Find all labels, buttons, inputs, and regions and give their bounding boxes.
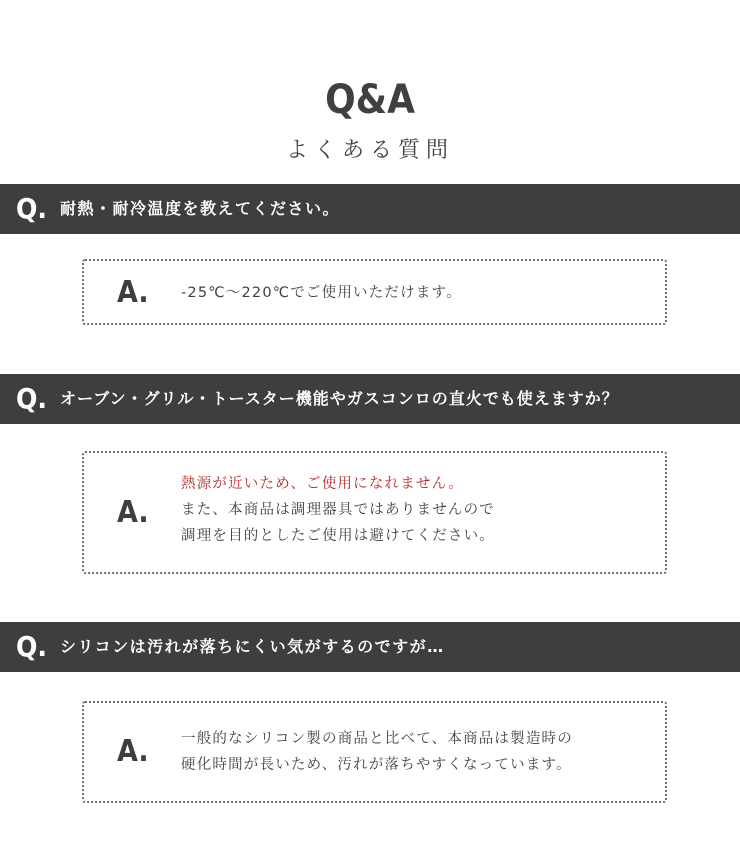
question-mark: Q.: [16, 382, 48, 415]
answer-line: -25℃〜220℃でご使用いただけます。: [181, 285, 462, 301]
answer-text: [181, 726, 573, 778]
answer-line-warning: 熱源が近いため、ご使用になれません。: [181, 476, 464, 492]
question-text: オーブン・グリル・トースター機能やガスコンロの直火でも使えますか？: [60, 389, 619, 408]
answer-text: [181, 471, 495, 549]
question-text: 耐熱・耐冷温度を教えてください。: [60, 199, 341, 218]
answer-line: 一般的なシリコン製の商品と比べて、本商品は製造時の: [181, 731, 573, 747]
faq-answer-1: [82, 259, 667, 325]
question-text: シリコンは汚れが落ちにくい気がするのですが…: [60, 637, 445, 656]
answer-line: また、本商品は調理器具ではありませんので: [181, 502, 495, 518]
answer-mark: A.: [117, 275, 149, 310]
answer-line: 硬化時間が長いため、汚れが落ちやすくなっています。: [181, 757, 572, 773]
answer-text: [181, 280, 462, 306]
page-subtitle: よくある質問: [285, 138, 454, 163]
answer-mark: A.: [117, 734, 149, 769]
question-mark: Q.: [16, 192, 48, 225]
answer-line: 調理を目的としたご使用は避けてください。: [181, 528, 495, 544]
answer-mark: A.: [117, 495, 149, 530]
faq-question-2: [0, 374, 740, 424]
faq-question-1: [0, 184, 740, 234]
page-title: Q&A: [325, 77, 415, 123]
faq-answer-2: [82, 451, 667, 574]
faq-question-3: [0, 622, 740, 672]
question-mark: Q.: [16, 630, 48, 663]
faq-answer-3: [82, 701, 667, 803]
